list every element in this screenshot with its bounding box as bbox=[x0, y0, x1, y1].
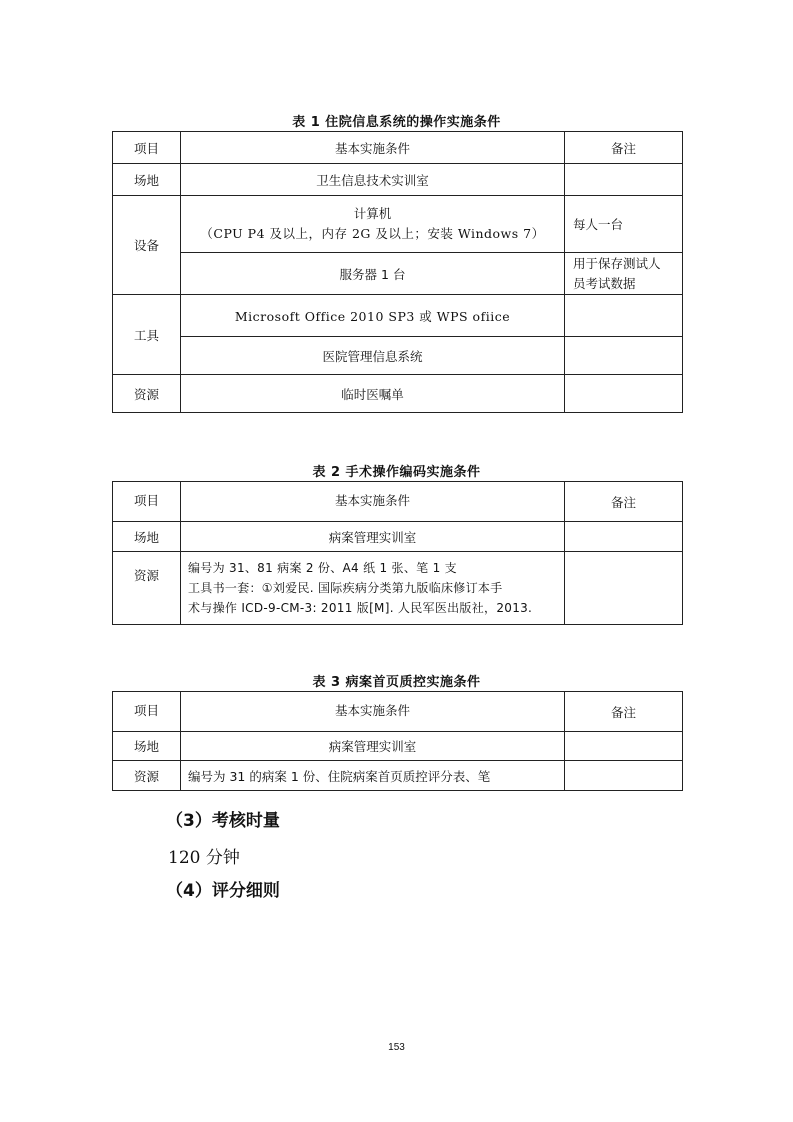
header-note: 备注 bbox=[565, 482, 683, 522]
his-cell: 医院管理信息系统 bbox=[181, 337, 565, 375]
server-note-line1: 用于保存测试人 bbox=[573, 255, 661, 271]
header-condition: 基本实施条件 bbox=[181, 482, 565, 522]
table-row bbox=[113, 337, 683, 375]
resources-label: 资源 bbox=[113, 761, 181, 791]
venue-label: 场地 bbox=[113, 522, 181, 552]
table-row bbox=[113, 295, 683, 337]
resources-note bbox=[565, 552, 683, 625]
table-row bbox=[113, 692, 683, 732]
resources-note bbox=[565, 761, 683, 791]
venue-note bbox=[565, 522, 683, 552]
venue-label: 场地 bbox=[113, 164, 181, 196]
his-note bbox=[565, 337, 683, 375]
computer-line1: 计算机 bbox=[353, 206, 392, 221]
resources-label: 资源 bbox=[113, 552, 181, 625]
resources-value bbox=[181, 552, 565, 625]
computer-cell bbox=[181, 196, 565, 253]
table2-caption: 表 2 手术操作编码实施条件 bbox=[312, 465, 481, 480]
table-row bbox=[113, 761, 683, 791]
venue-value: 病案管理实训室 bbox=[181, 522, 565, 552]
scoring-heading: （4）评分细则 bbox=[166, 881, 280, 901]
header-item: 项目 bbox=[113, 692, 181, 732]
header-condition: 基本实施条件 bbox=[181, 132, 565, 164]
venue-value: 病案管理实训室 bbox=[181, 732, 565, 761]
header-item: 项目 bbox=[113, 132, 181, 164]
office-note bbox=[565, 295, 683, 337]
table-row bbox=[113, 552, 683, 625]
server-note bbox=[565, 253, 683, 295]
server-cell: 服务器 1 台 bbox=[181, 253, 565, 295]
table-row bbox=[113, 132, 683, 164]
venue-note bbox=[565, 164, 683, 196]
table1 bbox=[112, 131, 683, 413]
table-row bbox=[113, 482, 683, 522]
table-row bbox=[113, 164, 683, 196]
venue-value: 卫生信息技术实训室 bbox=[181, 164, 565, 196]
table-row bbox=[113, 732, 683, 761]
computer-line2: （CPU P4 及以上，内存 2G 及以上；安装 Windows 7） bbox=[200, 226, 545, 241]
resources-line2: 工具书一套：①刘爱民. 国际疾病分类第九版临床修订本手 bbox=[188, 581, 503, 595]
time-heading: （3）考核时量 bbox=[166, 811, 280, 831]
resources-value: 临时医嘱单 bbox=[181, 375, 565, 413]
office-cell: Microsoft Office 2010 SP3 或 WPS ofiice bbox=[181, 295, 565, 337]
server-note-line2: 员考试数据 bbox=[573, 275, 636, 291]
table-row bbox=[113, 375, 683, 413]
table-row bbox=[113, 253, 683, 295]
venue-label: 场地 bbox=[113, 732, 181, 761]
table2 bbox=[112, 481, 683, 625]
resources-line1: 编号为 31、81 病案 2 份、A4 纸 1 张、笔 1 支 bbox=[188, 561, 457, 575]
header-note: 备注 bbox=[565, 132, 683, 164]
header-condition: 基本实施条件 bbox=[181, 692, 565, 732]
venue-note bbox=[565, 732, 683, 761]
page-number: 153 bbox=[388, 1042, 405, 1053]
table-row bbox=[113, 522, 683, 552]
table1-caption: 表 1 住院信息系统的操作实施条件 bbox=[292, 115, 501, 130]
resources-note bbox=[565, 375, 683, 413]
table3 bbox=[112, 691, 683, 791]
resources-value: 编号为 31 的病案 1 份、住院病案首页质控评分表、笔 bbox=[181, 761, 565, 791]
tools-label: 工具 bbox=[113, 295, 181, 375]
resources-label: 资源 bbox=[113, 375, 181, 413]
header-note: 备注 bbox=[565, 692, 683, 732]
table-row bbox=[113, 196, 683, 253]
header-item: 项目 bbox=[113, 482, 181, 522]
resources-line3: 术与操作 ICD-9-CM-3: 2011 版[M]. 人民军医出版社，2013. bbox=[188, 601, 533, 615]
computer-note: 每人一台 bbox=[565, 196, 683, 253]
equipment-label: 设备 bbox=[113, 196, 181, 295]
time-value: 120 分钟 bbox=[168, 848, 240, 868]
table3-caption: 表 3 病案首页质控实施条件 bbox=[312, 675, 481, 690]
